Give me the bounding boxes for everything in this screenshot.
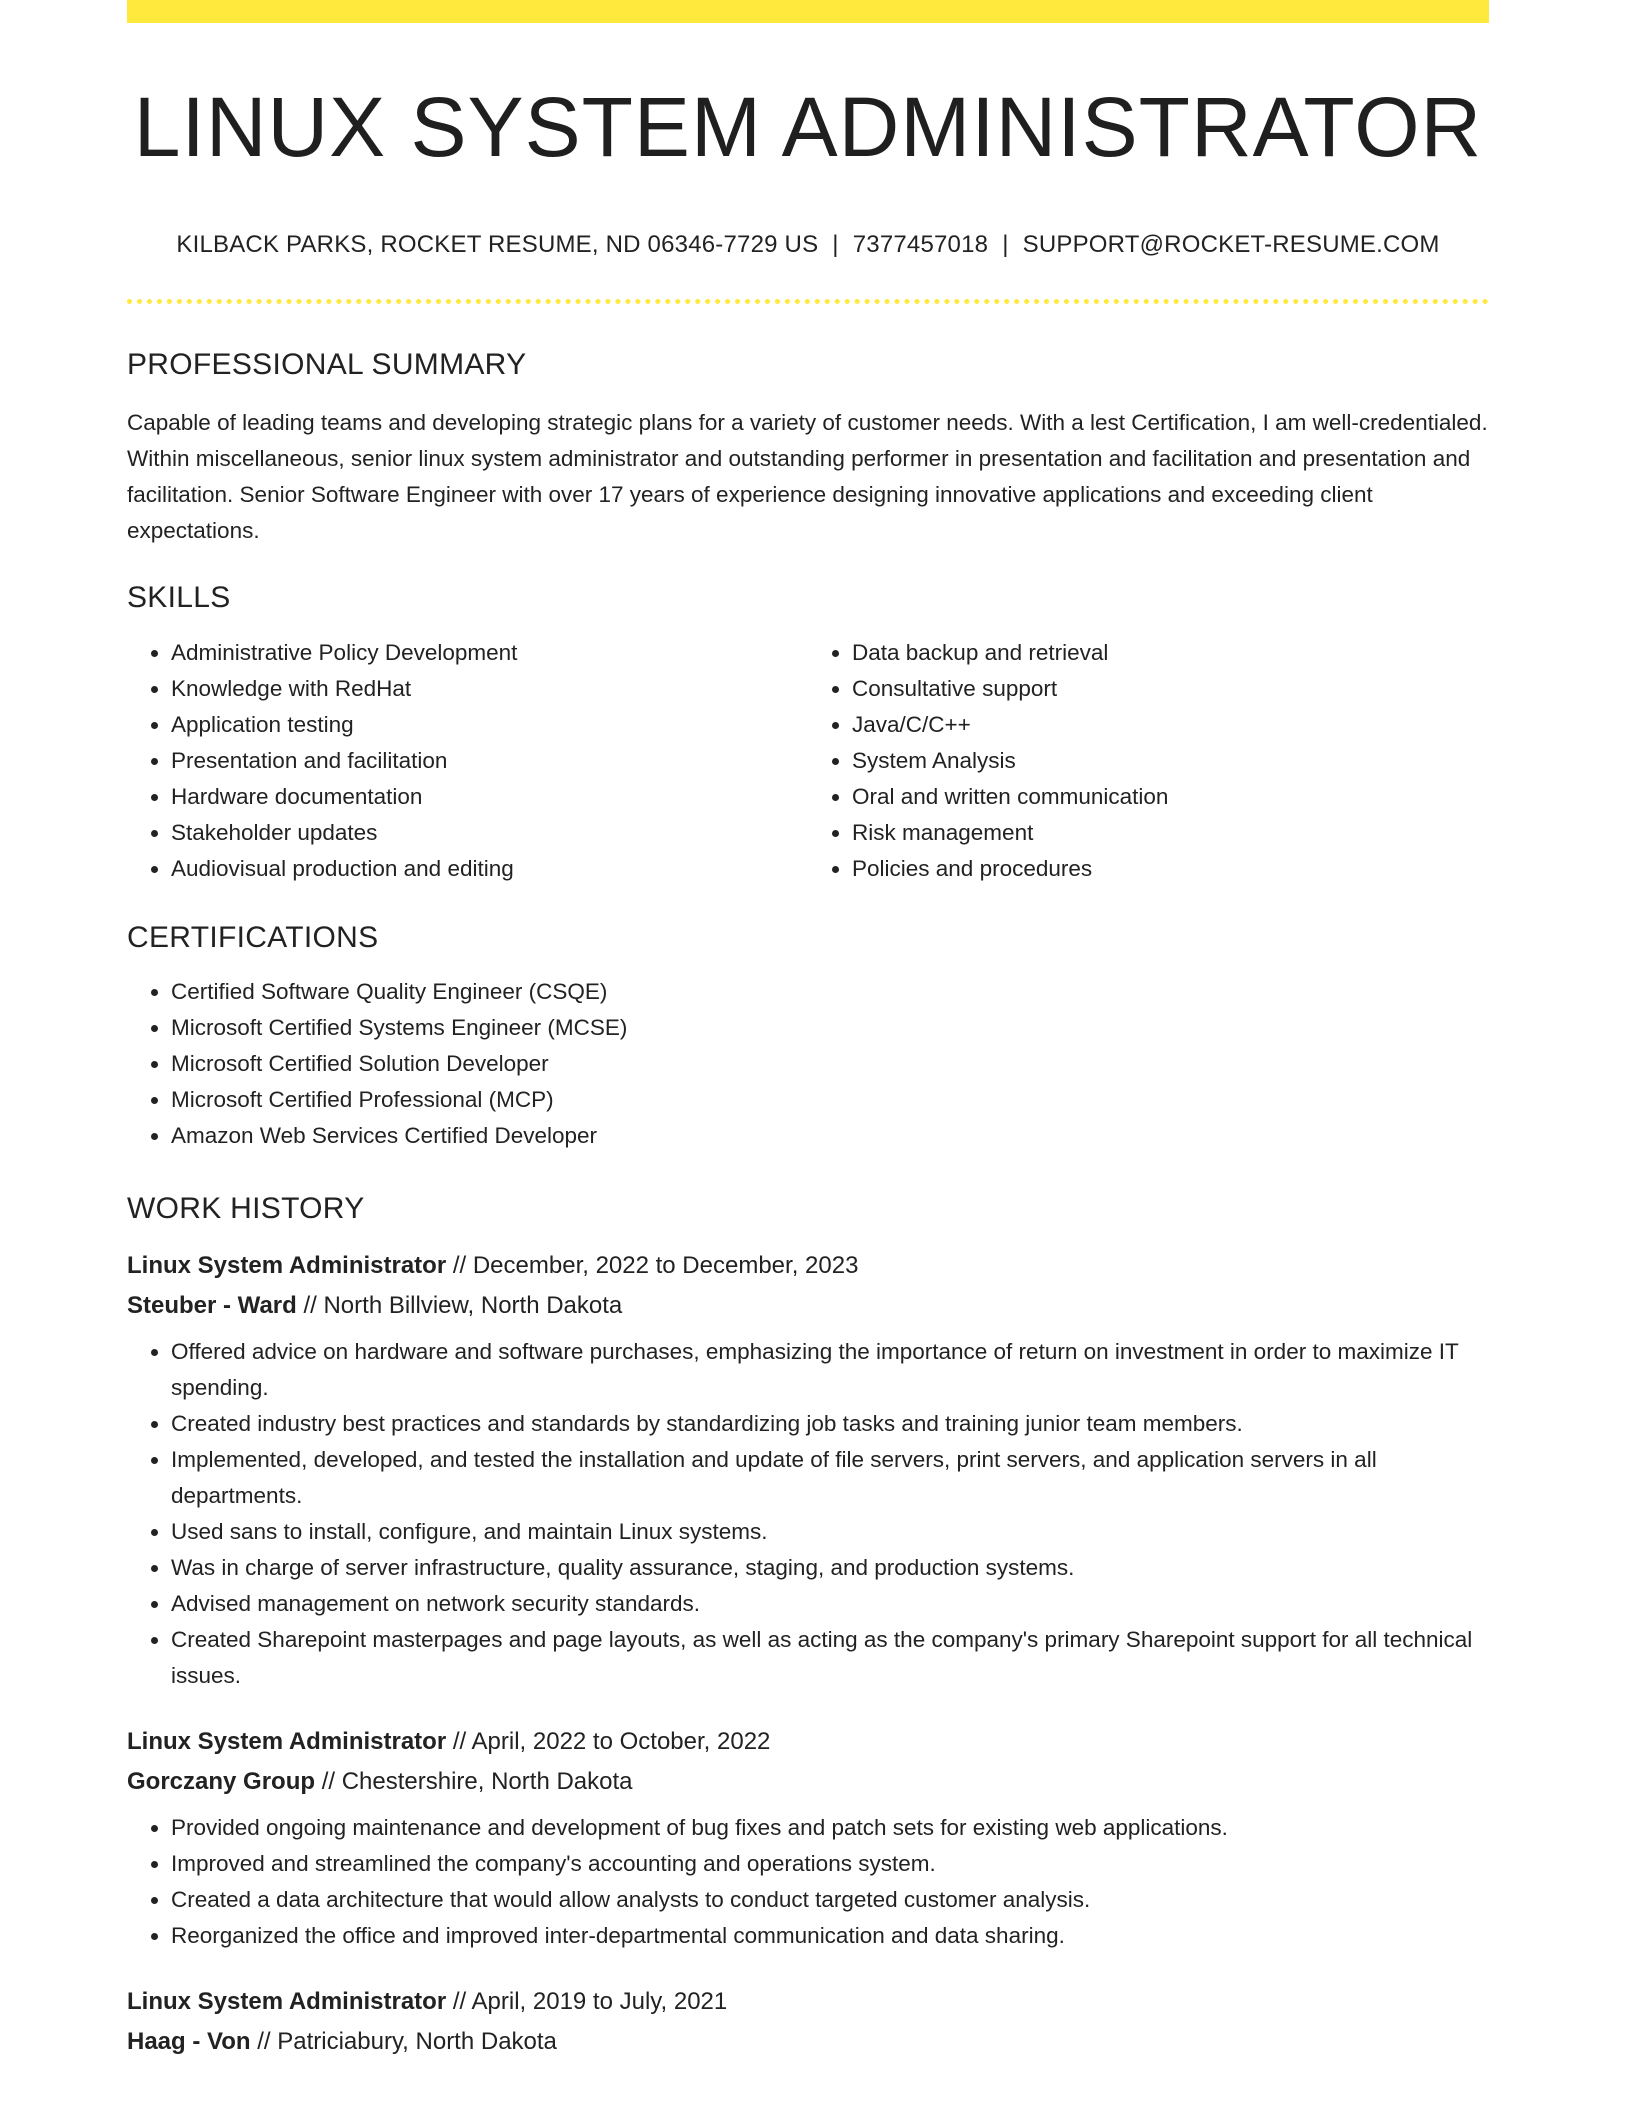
job-bullet: • Reorganized the office and improved inter-departmental communication and data sharing. [171, 1918, 1489, 1954]
contact-address: KILBACK PARKS, ROCKET RESUME, ND 06346-7729 US [176, 231, 819, 258]
job-location: // North Billview, North Dakota [303, 1292, 623, 1319]
certification-item: • Amazon Web Services Certified Developer [171, 1118, 1489, 1154]
job-bullet: • Improved and streamlined the company's accounting and operations system. [171, 1846, 1489, 1882]
skills-heading: SKILLS [127, 581, 231, 614]
job-bullet: • Offered advice on hardware and software purchases, emphasizing the importance of return on investment in order to maximize IT spending. [171, 1334, 1489, 1406]
skill-item: • Presentation and facilitation [171, 743, 808, 779]
job-bullet: • Used sans to install, configure, and maintain Linux systems. [171, 1514, 1489, 1550]
dotted-divider [127, 299, 1489, 304]
work-history-heading: WORK HISTORY [127, 1192, 365, 1225]
job-entry [127, 1722, 1489, 1954]
job-title-line [127, 1982, 1489, 2022]
skills-list-left [127, 635, 808, 887]
skill-item: • Consultative support [852, 671, 1489, 707]
job-bullet: • Created a data architecture that would allow analysts to conduct targeted customer analysis. [171, 1882, 1489, 1918]
skill-item: • Application testing [171, 707, 808, 743]
skill-item: • Knowledge with RedHat [171, 671, 808, 707]
certification-item: • Microsoft Certified Professional (MCP) [171, 1082, 1489, 1118]
job-title-line [127, 1722, 1489, 1762]
job-bullet: • Provided ongoing maintenance and development of bug fixes and patch sets for existing web applications. [171, 1810, 1489, 1846]
certification-item: • Microsoft Certified Systems Engineer (MCSE) [171, 1010, 1489, 1046]
job-bullet: • Created industry best practices and standards by standardizing job tasks and training junior team members. [171, 1406, 1489, 1442]
job-bullet: • Advised management on network security standards. [171, 1586, 1489, 1622]
job-entry [127, 1246, 1489, 1694]
certification-item: • Certified Software Quality Engineer (CSQE) [171, 974, 1489, 1010]
skill-item: • Hardware documentation [171, 779, 808, 815]
contact-separator: | [1002, 231, 1009, 258]
job-title: Linux System Administrator [127, 1988, 447, 2015]
skill-item: • Data backup and retrieval [852, 635, 1489, 671]
contact-line [127, 231, 1489, 259]
job-company-line [127, 1286, 1489, 1326]
job-title: Linux System Administrator [127, 1252, 447, 1279]
certifications-heading: CERTIFICATIONS [127, 921, 379, 954]
job-dates: // December, 2022 to December, 2023 [452, 1252, 859, 1279]
job-company: Gorczany Group [127, 1768, 316, 1795]
certifications-list [127, 974, 1489, 1154]
job-company-line [127, 2022, 1489, 2062]
certifications-section [127, 923, 1489, 1154]
job-company-line [127, 1762, 1489, 1802]
resume-page [127, 0, 1489, 2062]
skill-item: • Policies and procedures [852, 851, 1489, 887]
resume-title: LINUX SYSTEM ADMINISTRATOR [133, 80, 1483, 174]
summary-text: Capable of leading teams and developing strategic plans for a variety of customer needs. With a lest Certification, I am well-credentialed. Within miscellaneous, senior linux system administrator and outstanding performer in presentation and facilitation and presentation and facilitation. Senior Software Engineer with over 17 years of experience designing innovative applications and exceeding client expectations. [127, 410, 1488, 543]
job-bullet: • Implemented, developed, and tested the installation and update of file servers, print servers, and application servers in all departments. [171, 1442, 1489, 1514]
job-title: Linux System Administrator [127, 1728, 447, 1755]
job-bullet: • Was in charge of server infrastructure, quality assurance, staging, and production systems. [171, 1550, 1489, 1586]
skills-list-right [808, 635, 1489, 887]
skill-item: • Java/C/C++ [852, 707, 1489, 743]
accent-top-bar [127, 0, 1489, 23]
job-location: // Chestershire, North Dakota [321, 1768, 633, 1795]
contact-phone: 7377457018 [852, 231, 989, 258]
skill-item: • Audiovisual production and editing [171, 851, 808, 887]
job-bullets [127, 1810, 1489, 1954]
job-title-line [127, 1246, 1489, 1286]
summary-section [127, 350, 1489, 549]
job-bullet: • Created Sharepoint masterpages and page layouts, as well as acting as the company's primary Sharepoint support for all technical issues. [171, 1622, 1489, 1694]
skills-section [127, 583, 1489, 887]
summary-heading: PROFESSIONAL SUMMARY [127, 348, 527, 381]
job-entry [127, 1982, 1489, 2062]
skill-item: • Oral and written communication [852, 779, 1489, 815]
skill-item: • Stakeholder updates [171, 815, 808, 851]
job-dates: // April, 2019 to July, 2021 [452, 1988, 728, 2015]
certification-item: • Microsoft Certified Solution Developer [171, 1046, 1489, 1082]
skill-item: • Administrative Policy Development [171, 635, 808, 671]
job-location: // Patriciabury, North Dakota [257, 2028, 557, 2055]
job-bullets [127, 1334, 1489, 1694]
skill-item: • Risk management [852, 815, 1489, 851]
skills-columns [127, 635, 1489, 887]
contact-email: SUPPORT@ROCKET-RESUME.COM [1022, 231, 1440, 258]
job-company: Haag - Von [127, 2028, 251, 2055]
job-dates: // April, 2022 to October, 2022 [452, 1728, 771, 1755]
contact-separator: | [832, 231, 839, 258]
work-history-section [127, 1194, 1489, 2062]
skill-item: • System Analysis [852, 743, 1489, 779]
job-company: Steuber - Ward [127, 1292, 297, 1319]
